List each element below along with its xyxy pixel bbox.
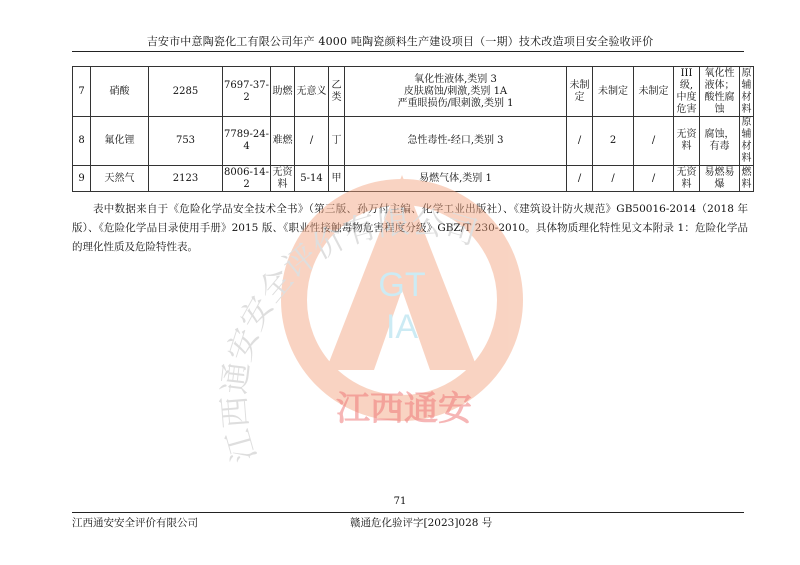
cell-no: 9 [73, 166, 91, 192]
cell-un: 753 [149, 117, 223, 166]
source-paragraph: 表中数据来自于《危险化学品安全技术全书》（第三版、孙万付主编、化学工业出版社）、《建筑设计防火规范》GB50016-2014（2018 年版）、《危险化学品目录使用手册》2015 版、《职业性接触毒物危害程度分级》GBZ/T 230-2010。具体物质理化特性见文本附录 1：危险化学品的理化性质及危险特性表。 [72, 203, 748, 253]
hazard-line: 氧化性液体,类别 3 [414, 73, 497, 85]
cell-name: 氟化锂 [91, 117, 149, 166]
cell-un: 2123 [149, 166, 223, 192]
table-row [73, 67, 754, 117]
cell-no: 7 [73, 67, 91, 117]
cell-hazard-classification [345, 67, 567, 117]
cell-toxicity: 无资料 [674, 166, 700, 192]
cell-fire: 无资料 [272, 166, 293, 190]
cell-pc-stel: / [634, 166, 674, 192]
watermark-letters-bottom: IA [385, 308, 419, 346]
cell-danger-class: 丁 [329, 117, 345, 166]
cell-usage: 燃料 [741, 166, 752, 190]
hazard-line: 急性毒性-经口,类别 3 [407, 135, 504, 146]
cell-hazard-classification [345, 117, 567, 166]
cell-property: 氧化性液体；酸性腐蚀 [700, 67, 740, 117]
cell-danger-class: 甲 [329, 166, 345, 192]
hazardous-chemicals-table [72, 66, 754, 192]
cell-mac: 未制定 [567, 67, 593, 117]
page-number: 71 [393, 496, 407, 507]
cell-usage: 原辅材料 [741, 67, 752, 115]
cell-property: 腐蚀，有毒 [700, 117, 740, 166]
cell-flash: 无意义 [295, 67, 329, 117]
watermark-arc-text: 江西通安安全评价有限公司 [214, 202, 482, 467]
hazard-line: 严重眼损伤/眼刺激,类别 1 [397, 97, 514, 109]
cell-un: 2285 [149, 67, 223, 117]
cell-pc-twa: 未制定 [593, 67, 634, 117]
cell-mac: / [567, 117, 593, 166]
cell-pc-stel: 未制定 [634, 67, 674, 117]
cell-mac: / [567, 166, 593, 192]
cell-cas: 7789-24-4 [223, 117, 271, 166]
cell-usage: 原辅材料 [741, 117, 752, 164]
watermark-brand: 江西通安 [336, 389, 472, 429]
cell-cas: 8006-14-2 [224, 166, 269, 190]
cell-flash: 5-14 [295, 166, 329, 192]
cell-fire: 助燃 [271, 67, 295, 117]
table-row [73, 117, 754, 166]
cell-property: 易燃易爆 [700, 166, 740, 192]
table-source-note [72, 200, 748, 257]
footer-company: 江西通安安全评价有限公司 [72, 517, 198, 529]
cell-name: 硝酸 [91, 67, 149, 117]
cell-fire: 难燃 [271, 117, 295, 166]
document-header-title: 吉安市中意陶瓷化工有限公司年产 4000 吨陶瓷颜料生产建设项目（一期）技术改造项目安全验收评价 [146, 35, 654, 48]
cell-hazard-classification [345, 166, 567, 192]
cell-name: 天然气 [91, 166, 149, 192]
cell-no: 8 [73, 117, 91, 166]
cell-flash: / [295, 117, 329, 166]
footer-divider [72, 512, 744, 513]
hazard-line: 皮肤腐蚀/刺激,类别 1A [403, 85, 508, 97]
footer-doc-number: 赣通危化验评字[2023]028 号 [350, 517, 493, 529]
hazard-line: 易燃气体,类别 1 [419, 172, 492, 184]
cell-pc-twa: 2 [593, 117, 634, 166]
cell-pc-stel: / [634, 117, 674, 166]
header-divider [72, 51, 744, 52]
cell-toxicity: III级,中度危害 [674, 67, 700, 117]
watermark-letters-top: GT [378, 266, 426, 304]
table-row [73, 166, 754, 192]
cell-cas: 7697-37-2 [223, 67, 271, 117]
cell-toxicity: 无资料 [674, 117, 700, 166]
cell-danger-class: 乙类 [329, 67, 345, 117]
cell-pc-twa: / [593, 166, 634, 192]
